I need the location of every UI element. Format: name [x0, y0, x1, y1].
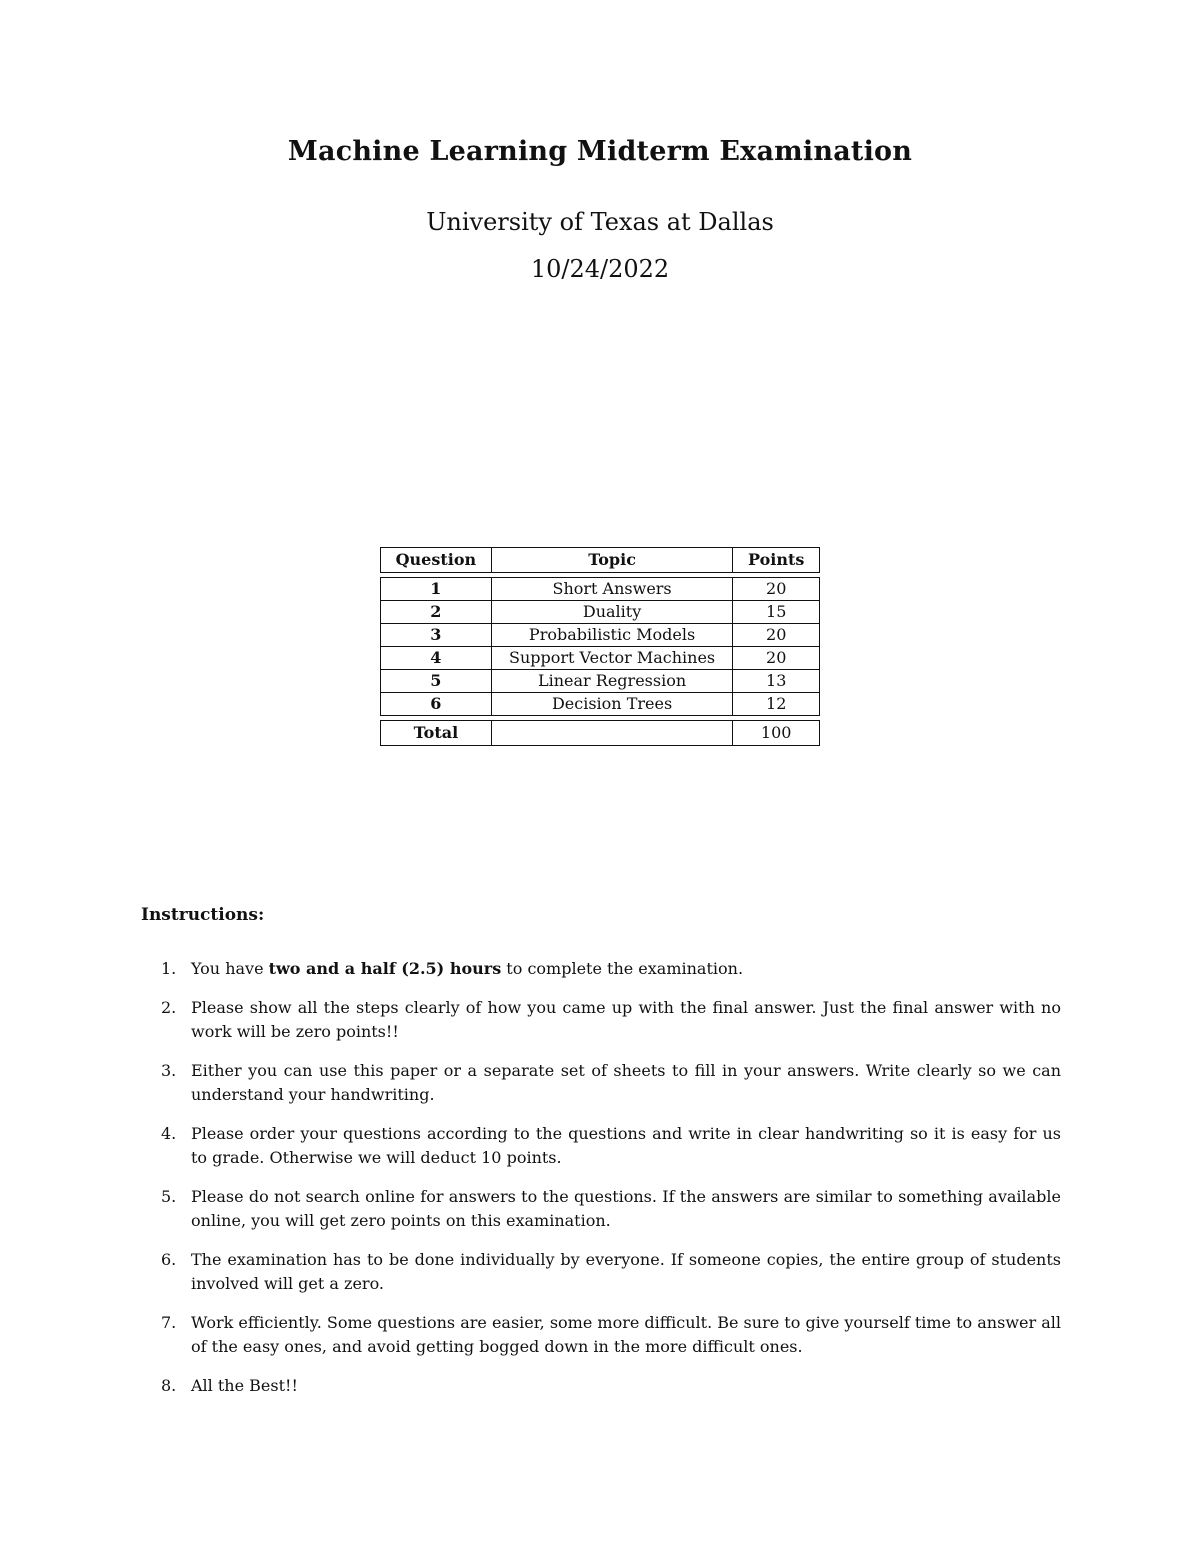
- instruction-number: 1.: [161, 959, 177, 978]
- header-question: Question: [381, 548, 492, 573]
- question-points: 20: [733, 578, 820, 601]
- instruction-item: [141, 1374, 1061, 1398]
- instruction-text: Please order your questions according to the questions and write in clear handwriting so it is easy for us to grade. Otherwise we will deduct 10 points.: [191, 1124, 1061, 1167]
- instruction-text-tail: to complete the examination.: [501, 959, 744, 978]
- question-number: 1: [381, 578, 492, 601]
- instruction-number: 2.: [161, 998, 177, 1017]
- table-header-row: [381, 548, 820, 573]
- table-row: [381, 601, 820, 624]
- question-number: 5: [381, 670, 492, 693]
- question-points: 20: [733, 647, 820, 670]
- total-label: Total: [381, 721, 492, 746]
- instructions-heading: Instructions:: [141, 905, 265, 925]
- instruction-number: 8.: [161, 1376, 177, 1395]
- total-row: [381, 721, 820, 746]
- instruction-number: 4.: [161, 1124, 177, 1143]
- question-topic: Probabilistic Models: [491, 624, 733, 647]
- question-topic: Linear Regression: [491, 670, 733, 693]
- question-topic: Decision Trees: [491, 693, 733, 716]
- question-number: 4: [381, 647, 492, 670]
- header-points: Points: [733, 548, 820, 573]
- total-topic: [491, 721, 733, 746]
- instruction-number: 6.: [161, 1250, 177, 1269]
- instruction-item: [141, 996, 1061, 1044]
- question-points: 12: [733, 693, 820, 716]
- instruction-item: [141, 1185, 1061, 1233]
- instruction-text: Please show all the steps clearly of how you came up with the final answer. Just the final answer with no work will be zero points!!: [191, 998, 1061, 1041]
- instruction-text: Please do not search online for answers to the questions. If the answers are similar to something available online, you will get zero points on this examination.: [191, 1187, 1061, 1230]
- instruction-emphasis: two and a half (2.5) hours: [268, 959, 502, 978]
- question-topic: Support Vector Machines: [491, 647, 733, 670]
- instruction-item: [141, 1311, 1061, 1359]
- header-topic: Topic: [491, 548, 733, 573]
- question-topic: Duality: [491, 601, 733, 624]
- instruction-item: [141, 1248, 1061, 1296]
- instruction-item: [141, 1122, 1061, 1170]
- question-number: 2: [381, 601, 492, 624]
- question-number: 6: [381, 693, 492, 716]
- points-table: [380, 547, 820, 746]
- instruction-text: Work efficiently. Some questions are easier, some more difficult. Be sure to give yourself time to answer all of the easy ones, and avoid getting bogged down in the more difficult ones.: [191, 1313, 1061, 1356]
- instruction-text: You have: [191, 959, 269, 978]
- instructions-list: [141, 957, 1061, 1413]
- table-row: [381, 624, 820, 647]
- instruction-number: 7.: [161, 1313, 177, 1332]
- instruction-text: Either you can use this paper or a separate set of sheets to fill in your answers. Write clearly so we can understand your handwriting.: [191, 1061, 1061, 1104]
- table-row: [381, 578, 820, 601]
- question-points: 20: [733, 624, 820, 647]
- instruction-text: The examination has to be done individually by everyone. If someone copies, the entire group of students involved will get a zero.: [191, 1250, 1061, 1293]
- table-row: [381, 647, 820, 670]
- question-points: 15: [733, 601, 820, 624]
- exam-date: 10/24/2022: [530, 255, 670, 283]
- exam-title: Machine Learning Midterm Examination: [287, 136, 913, 167]
- instruction-number: 3.: [161, 1061, 177, 1080]
- instruction-number: 5.: [161, 1187, 177, 1206]
- instruction-text: All the Best!!: [191, 1376, 298, 1395]
- instruction-item: [141, 1059, 1061, 1107]
- table-row: [381, 670, 820, 693]
- table-row: [381, 693, 820, 716]
- instruction-item: [141, 957, 1061, 981]
- question-number: 3: [381, 624, 492, 647]
- total-points: 100: [733, 721, 820, 746]
- question-topic: Short Answers: [491, 578, 733, 601]
- question-points: 13: [733, 670, 820, 693]
- institution-name: University of Texas at Dallas: [426, 208, 774, 236]
